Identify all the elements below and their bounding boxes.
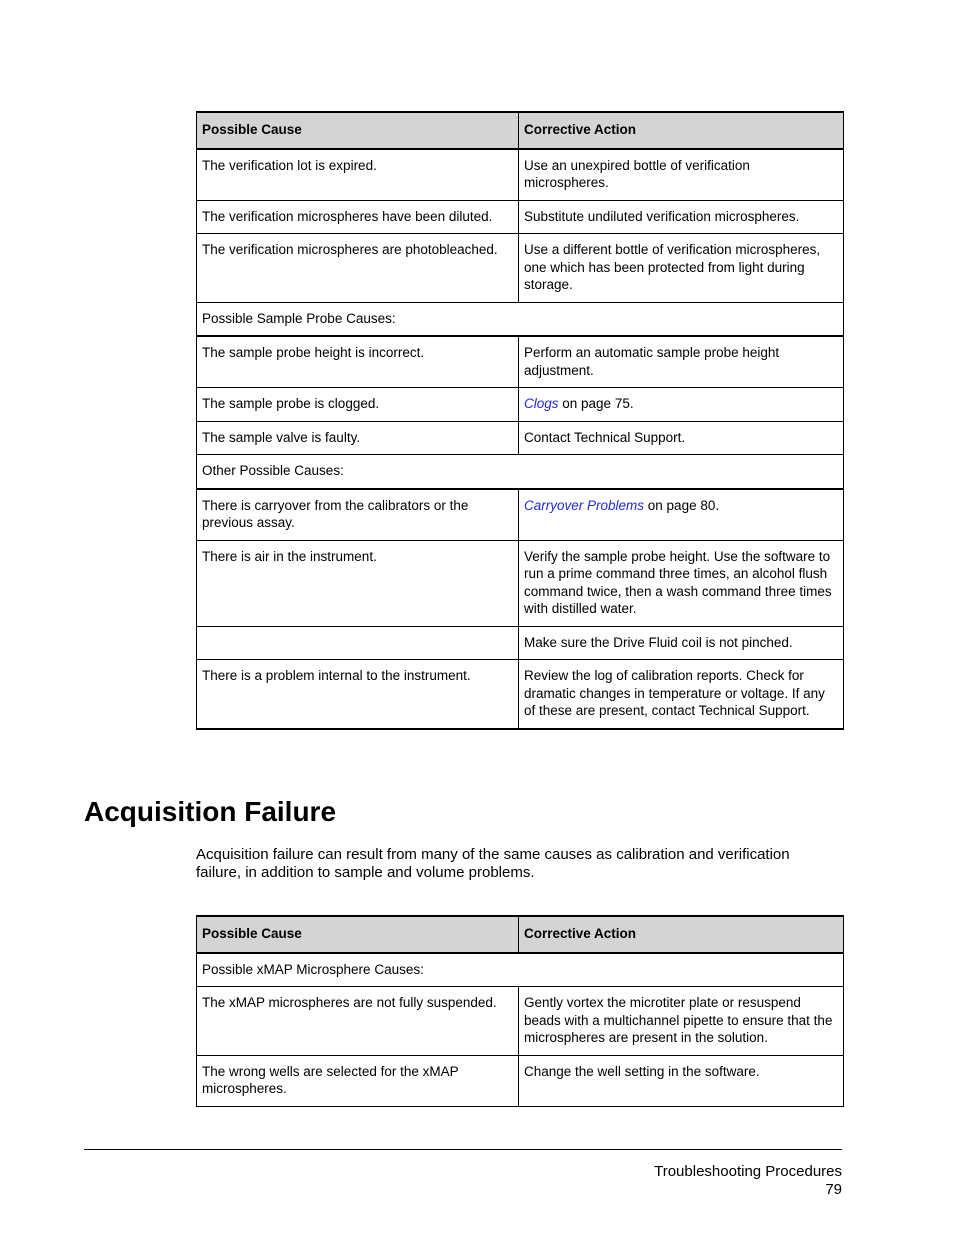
cause-cell: The wrong wells are selected for the xMAP microspheres. [197, 1055, 519, 1106]
table-row [197, 660, 844, 729]
cause-cell: The verification microspheres are photobleached. [197, 234, 519, 303]
table-row [197, 149, 844, 201]
action-cell: Change the well setting in the software. [519, 1055, 844, 1106]
cause-cell: The sample probe is clogged. [197, 388, 519, 422]
cause-cell: The sample probe height is incorrect. [197, 336, 519, 388]
footer-divider [84, 1149, 842, 1150]
column-header-action: Corrective Action [519, 112, 844, 149]
action-cell: Use a different bottle of verification microspheres, one which has been protected from light during storage. [519, 234, 844, 303]
page-reference: on page 80. [644, 497, 720, 513]
action-cell: Gently vortex the microtiter plate or resuspend beads with a multichannel pipette to ensure that the microspheres are present in the solution. [519, 987, 844, 1056]
table-row [197, 200, 844, 234]
cause-cell: The xMAP microspheres are not fully suspended. [197, 987, 519, 1056]
table-header-row [197, 112, 844, 149]
action-cell: Contact Technical Support. [519, 421, 844, 455]
cause-cell: There is carryover from the calibrators or the previous assay. [197, 489, 519, 541]
section-row [197, 455, 844, 489]
table-row [197, 421, 844, 455]
clogs-link[interactable]: Clogs [524, 396, 559, 411]
action-cell: Perform an automatic sample probe height adjustment. [519, 336, 844, 388]
column-header-action: Corrective Action [519, 916, 844, 953]
cause-cell: The verification lot is expired. [197, 149, 519, 201]
table-row [197, 1055, 844, 1106]
cause-cell: The sample valve is faulty. [197, 421, 519, 455]
section-label: Other Possible Causes: [197, 455, 844, 489]
action-cell [519, 489, 844, 541]
section-row [197, 302, 844, 336]
action-cell: Use an unexpired bottle of verification microspheres. [519, 149, 844, 201]
table-row [197, 540, 844, 626]
column-header-cause: Possible Cause [197, 112, 519, 149]
section-heading: Acquisition Failure [84, 796, 337, 827]
column-header-cause: Possible Cause [197, 916, 519, 953]
table-row [197, 234, 844, 303]
table-row [197, 489, 844, 541]
action-cell [519, 388, 844, 422]
table-row [197, 987, 844, 1056]
action-cell: Review the log of calibration reports. Check for dramatic changes in temperature or voltage. If any of these are present, contact Technical Support. [519, 660, 844, 729]
footer-chapter-title: Troubleshooting Procedures [654, 1163, 842, 1180]
troubleshooting-table-acquisition [196, 915, 844, 1107]
cause-cell: There is air in the instrument. [197, 540, 519, 626]
section-label: Possible xMAP Microsphere Causes: [197, 953, 844, 987]
cause-cell: There is a problem internal to the instrument. [197, 660, 519, 729]
action-cell: Verify the sample probe height. Use the software to run a prime command three times, an alcohol flush command twice, then a wash command three times with distilled water. [519, 540, 844, 626]
action-cell: Substitute undiluted verification microspheres. [519, 200, 844, 234]
troubleshooting-table-calibration [196, 111, 844, 730]
cause-cell: The verification microspheres have been diluted. [197, 200, 519, 234]
action-cell: Make sure the Drive Fluid coil is not pinched. [519, 626, 844, 660]
intro-paragraph: Acquisition failure can result from many of the same causes as calibration and verification failure, in addition to sample and volume problems. [196, 846, 790, 881]
section-row [197, 953, 844, 987]
table-row [197, 626, 844, 660]
section-label: Possible Sample Probe Causes: [197, 302, 844, 336]
page-reference: on page 75. [558, 396, 634, 411]
table-row [197, 388, 844, 422]
table-row [197, 336, 844, 388]
table-header-row [197, 916, 844, 953]
page-number: 79 [825, 1181, 842, 1198]
carryover-problems-link[interactable]: Carryover Problems [524, 497, 645, 513]
cause-cell [197, 626, 519, 660]
